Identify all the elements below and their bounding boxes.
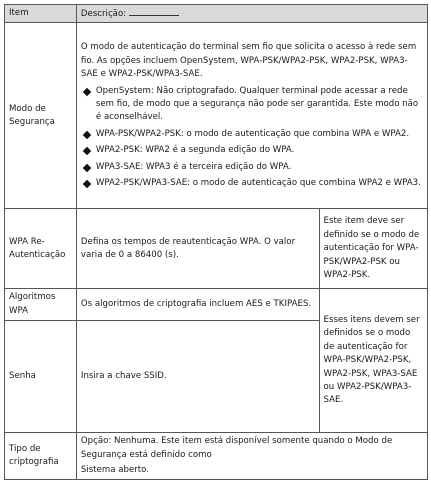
encryption-type-description xyxy=(76,433,427,480)
encryption-type-line2: Sistema aberto. xyxy=(80,465,150,476)
wpa-algorithms-description: Os algoritmos de criptografia incluem AES e TKIPAES. xyxy=(76,289,319,321)
list-item xyxy=(81,144,423,157)
bullet-text: WPA2-PSK/WPA3-SAE: o modo de autenticação que combina WPA2 e WPA3. xyxy=(95,178,421,189)
bullet-text: OpenSystem: Não criptografado. Qualquer terminal pode acessar a rede sem fio, de modo que a segurança não pode ser garantida. Este modo não é aconselhável. xyxy=(95,85,419,123)
wpa-reauth-note: Este item deve ser definido se o modo de autenticação for WPA-PSK/WPA2-PSK ou WPA2-PSK. xyxy=(319,209,427,289)
bullet-text: WPA-PSK/WPA2-PSK: o modo de autenticação que combina WPA e WPA2. xyxy=(95,128,410,139)
list-item xyxy=(81,177,423,190)
shared-requirement-note: Esses itens devem ser definidos se o modo de autenticação for WPA-PSK/WPA2-PSK, WPA2-PSK, WPA3-SAE ou WPA2-PSK/WPA3-SAE. xyxy=(319,289,427,433)
list-item xyxy=(81,85,423,125)
security-mode-intro: O modo de autenticação do terminal sem fio que solicita o acesso à rede sem fio. As opções incluem OpenSystem, WPA-PSK/WPA2-PSK, WPA2-PSK, WPA3-SAE e WPA2-PSK/WPA3-SAE. xyxy=(80,42,417,80)
table-header-row xyxy=(5,5,428,23)
bullet-text: WPA2-PSK: WPA2 é a segunda edição do WPA. xyxy=(95,145,295,156)
security-mode-options xyxy=(81,85,423,191)
encryption-type-line1: Opção: Nenhuma. Este item está disponível somente quando o Modo de Segurança está definido como xyxy=(80,436,393,460)
table-row xyxy=(5,289,428,321)
table-row xyxy=(5,209,428,289)
diamond-bullet-icon xyxy=(83,131,91,139)
diamond-bullet-icon xyxy=(83,163,91,171)
diamond-bullet-icon xyxy=(83,147,91,155)
list-item xyxy=(81,128,423,141)
encryption-type-label: Tipo de criptografia xyxy=(5,433,77,480)
header-item: Item xyxy=(5,5,77,23)
header-description: Descrição: xyxy=(80,9,127,19)
wpa-algorithms-label: Algoritmos WPA xyxy=(5,289,77,321)
bullet-text: WPA3-SAE: WPA3 é a terceira edição do WPA. xyxy=(95,161,292,172)
settings-table xyxy=(4,4,428,480)
list-item xyxy=(81,161,423,174)
diamond-bullet-icon xyxy=(83,180,91,188)
diamond-bullet-icon xyxy=(83,87,91,95)
wpa-reauth-label: WPA Re-Autenticação xyxy=(5,209,77,289)
header-description-cell xyxy=(76,5,427,23)
blank-line xyxy=(129,6,179,16)
wpa-reauth-description: Defina os tempos de reautenticação WPA. O valor varia de 0 a 86400 (s). xyxy=(76,209,319,289)
password-description: Insira a chave SSID. xyxy=(76,321,319,433)
security-mode-description xyxy=(76,23,427,209)
security-mode-label: Modo de Segurança xyxy=(5,23,77,209)
table-row xyxy=(5,23,428,209)
table-row xyxy=(5,433,428,480)
password-label: Senha xyxy=(5,321,77,433)
